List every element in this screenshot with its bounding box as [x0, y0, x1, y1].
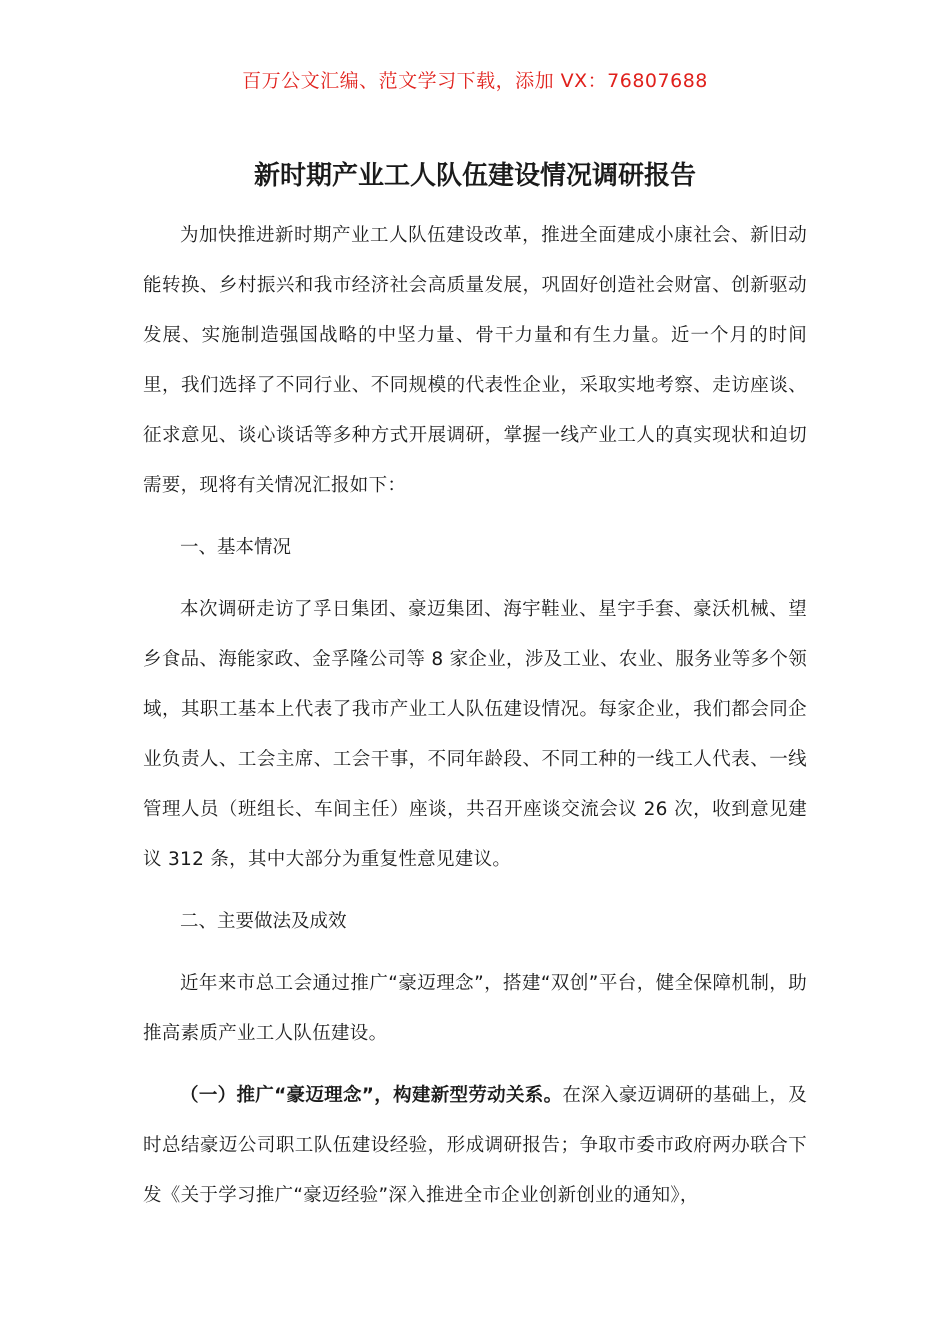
header-banner: 百万公文汇编、范文学习下载，添加 VX：76807688 [242, 70, 708, 92]
subsection1-text: 在深入豪迈调研的基础上，及时总结豪迈公司职工队伍建设经验，形成调研报告；争取市委市政府两办联合下发《关于学习推广“豪迈经验”深入推进全市企业创新创业的通知》， [143, 1085, 807, 1206]
document-body [143, 211, 807, 1221]
subsection1-lead: （一）推广“豪迈理念”，构建新型劳动关系。 [180, 1085, 563, 1106]
section2-paragraph: 近年来市总工会通过推广“豪迈理念”，搭建“双创”平台，健全保障机制，助推高素质产业工人队伍建设。 [143, 973, 807, 1044]
section-heading-basic: 一、基本情况 [180, 537, 292, 558]
document-title: 新时期产业工人队伍建设情况调研报告 [253, 161, 696, 191]
intro-paragraph: 为加快推进新时期产业工人队伍建设改革，推进全面建成小康社会、新旧动能转换、乡村振兴和我市经济社会高质量发展，巩固好创造社会财富、创新驱动发展、实施制造强国战略的中坚力量、骨干力量和有生力量。近一个月的时间里，我们选择了不同行业、不同规模的代表性企业，采取实地考察、走访座谈、征求意见、谈心谈话等多种方式开展调研，掌握一线产业工人的真实现状和迫切需要，现将有关情况汇报如下： [143, 225, 807, 496]
section-heading-measures: 二、主要做法及成效 [180, 911, 347, 932]
subsection1-paragraph [143, 1071, 807, 1221]
section1-paragraph: 本次调研走访了孚日集团、豪迈集团、海宇鞋业、星宇手套、豪沃机械、望乡食品、海能家政、金孚隆公司等 8 家企业，涉及工业、农业、服务业等多个领域，其职工基本上代表了我市产业工人队伍建设情况。每家企业，我们都会同企业负责人、工会主席、工会干事，不同年龄段、不同工种的一线工人代表、一线管理人员（班组长、车间主任）座谈，共召开座谈交流会议 26 次，收到意见建议 312 条，其中大部分为重复性意见建议。 [143, 599, 807, 870]
